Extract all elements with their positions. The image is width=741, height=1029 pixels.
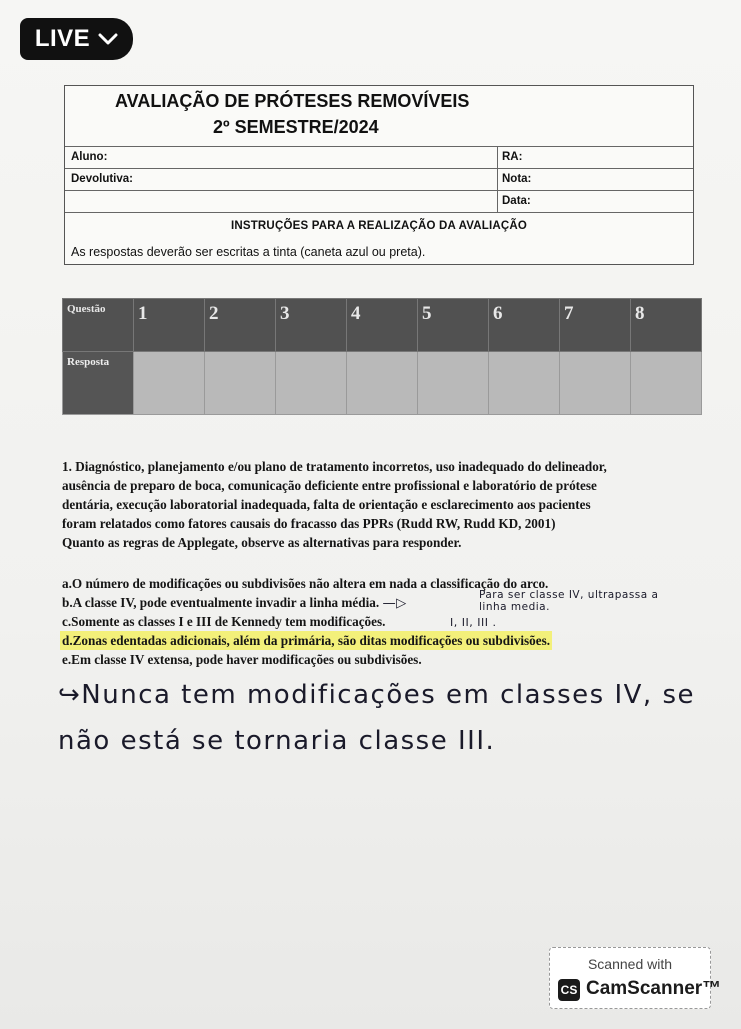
question-number: 7 (560, 299, 631, 352)
question-line: ausência de preparo de boca, comunicação deficiente entre profissional e laboratório de prótese (62, 478, 597, 493)
answer-cell (631, 352, 702, 415)
option-text: e.Em classe IV extensa, pode haver modificações ou subdivisões. (62, 652, 422, 667)
answer-cell (418, 352, 489, 415)
exam-header (64, 85, 694, 265)
option-text: a.O número de modificações ou subdivisões não altera em nada a classificação do arco. (62, 576, 549, 591)
answer-header: Resposta (63, 352, 134, 415)
question-number: 4 (347, 299, 418, 352)
live-label: LIVE (34, 25, 91, 52)
divider (65, 146, 693, 147)
option-d-highlighted (62, 631, 738, 650)
answer-cell (489, 352, 560, 415)
answer-cell (205, 352, 276, 415)
answer-cell (347, 352, 418, 415)
handwritten-answer (58, 672, 738, 764)
note-line: linha media. (479, 601, 550, 613)
divider (65, 168, 693, 169)
answer-cell (134, 352, 205, 415)
exam-subtitle: 2º SEMESTRE/2024 (213, 117, 379, 137)
instructions-title: INSTRUÇÕES PARA A REALIZAÇÃO DA AVALIAÇÃO (230, 220, 528, 232)
answer-line: ↪Nunca tem modificações em classes IV, se (58, 680, 696, 710)
option-c (62, 612, 738, 631)
question-number: 2 (205, 299, 276, 352)
arrow-annotation: —▷ (382, 596, 407, 611)
question-number: 6 (489, 299, 560, 352)
answer-line: não está se tornaria classe III. (58, 726, 496, 756)
option-e (62, 650, 738, 669)
question-number-row (63, 299, 702, 352)
handwritten-note-c: I, II, III . (450, 616, 497, 629)
divider (65, 212, 693, 213)
live-button[interactable] (20, 18, 133, 60)
question-number: 5 (418, 299, 489, 352)
divider (65, 190, 693, 191)
question-number: 3 (276, 299, 347, 352)
camscanner-logo-icon: CS (558, 979, 580, 1001)
answer-cell (276, 352, 347, 415)
divider (497, 146, 498, 212)
note-line: Para ser classe IV, ultrapassa a (479, 589, 659, 601)
aluno-label: Aluno: (71, 151, 108, 163)
option-text: c.Somente as classes I e III de Kennedy tem modificações. (62, 614, 386, 629)
camscanner-watermark (549, 947, 722, 1009)
question-number: 8 (631, 299, 702, 352)
ra-label: RA: (502, 151, 523, 163)
nota-label: Nota: (502, 173, 532, 185)
exam-title: AVALIAÇÃO DE PRÓTESES REMOVÍVEIS (115, 91, 470, 111)
question-number: 1 (134, 299, 205, 352)
question-header: Questão (63, 299, 134, 352)
devolutiva-label: Devolutiva: (71, 173, 133, 185)
question-line: 1. Diagnóstico, planejamento e/ou plano de tratamento incorretos, uso inadequado do delineador, (62, 459, 607, 474)
data-label: Data: (502, 195, 531, 207)
chevron-down-icon (98, 32, 118, 46)
answer-row (63, 352, 702, 415)
question-statement (62, 457, 738, 552)
question-line: foram relatados como fatores causais do fracasso das PPRs (Rudd RW, Rudd KD, 2001) (62, 516, 556, 531)
question-line: Quanto as regras de Applegate, observe as alternativas para responder. (62, 535, 462, 550)
camscanner-brand: CamScanner™ (586, 978, 722, 999)
answer-cell (560, 352, 631, 415)
option-text: d.Zonas edentadas adicionais, além da primária, são ditas modificações ou subdivisões. (62, 633, 550, 648)
instructions-text: As respostas deverão ser escritas a tinta (caneta azul ou preta). (71, 245, 426, 259)
option-text: b.A classe IV, pode eventualmente invadir a linha média. (62, 595, 380, 610)
answer-grid (62, 298, 702, 415)
handwritten-note-b (479, 589, 658, 613)
watermark-caption: Scanned with (587, 956, 673, 972)
question-line: dentária, execução laboratorial inadequada, falta de orientação e esclarecimento aos pacientes (62, 497, 591, 512)
